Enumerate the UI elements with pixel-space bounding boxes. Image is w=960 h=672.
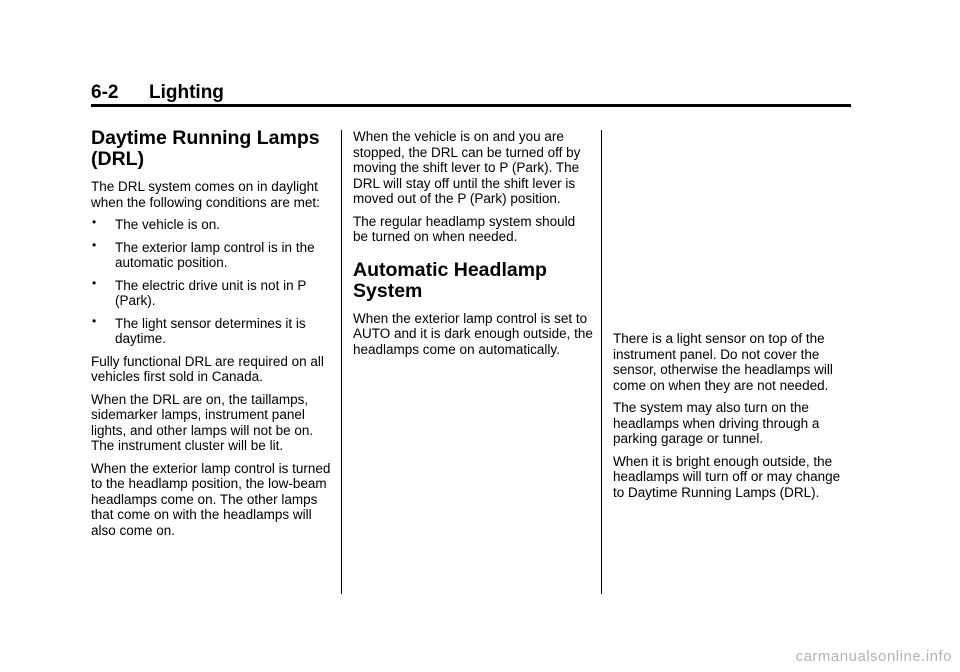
column-divider — [341, 130, 342, 594]
list-item-text: The exterior lamp control is in the automatic position. — [115, 239, 315, 270]
column-divider — [601, 130, 602, 594]
bullet-icon: • — [92, 215, 97, 229]
page-header — [91, 80, 851, 107]
section-title: Lighting — [149, 82, 224, 103]
heading-drl: Daytime Running Lamps (DRL) — [91, 127, 320, 170]
bullet-icon: • — [92, 237, 97, 252]
paragraph: Fully functional DRL are required on all vehicles first sold in Canada. — [91, 353, 324, 384]
column-3 — [613, 331, 853, 507]
list-item — [91, 275, 331, 309]
paragraph: When the vehicle is on and you are stopped, the DRL can be turned off by moving the shift lever to P (Park). The DRL will stay off until the shift lever is moved out of the P (Park) position. — [353, 129, 581, 206]
paragraph: The regular headlamp system should be turned on when needed. — [353, 213, 576, 244]
page-number: 6-2 — [91, 82, 119, 103]
paragraph: When the exterior lamp control is turned to the headlamp position, the low-beam headlamps come on. The other lamps that come on with the headlamps will also come on. — [91, 460, 331, 538]
list-item — [91, 217, 331, 233]
paragraph: The system may also turn on the headlamps when driving through a parking garage or tunnel. — [613, 400, 820, 446]
list-item-text: The light sensor determines it is daytime. — [115, 315, 306, 346]
list-item-text: The vehicle is on. — [115, 217, 221, 232]
column-1 — [91, 128, 331, 545]
watermark: carmanualsonline.info — [795, 648, 952, 665]
paragraph: When the exterior lamp control is set to AUTO and it is dark enough outside, the headlamps come on automatically. — [353, 310, 593, 357]
list-item-text: The electric drive unit is not in P (Park). — [115, 277, 307, 308]
list-item — [91, 313, 331, 347]
paragraph: When the DRL are on, the taillamps, sidemarker lamps, instrument panel lights, and other lamps will not be on. The instrument cluster will be lit. — [91, 391, 314, 453]
condition-list — [91, 217, 331, 347]
list-item — [91, 237, 331, 271]
bullet-icon: • — [92, 275, 97, 290]
column-2 — [353, 129, 593, 364]
paragraph: There is a light sensor on top of the instrument panel. Do not cover the sensor, otherwise the headlamps will come on when they are not needed. — [613, 331, 833, 393]
paragraph: The DRL system comes on in daylight when the following conditions are met: — [91, 179, 320, 210]
bullet-icon: • — [92, 313, 97, 328]
heading-automatic-headlamp: Automatic Headlamp System — [353, 258, 547, 302]
paragraph: When it is bright enough outside, the headlamps will turn off or may change to Daytime Running Lamps (DRL). — [613, 453, 841, 500]
